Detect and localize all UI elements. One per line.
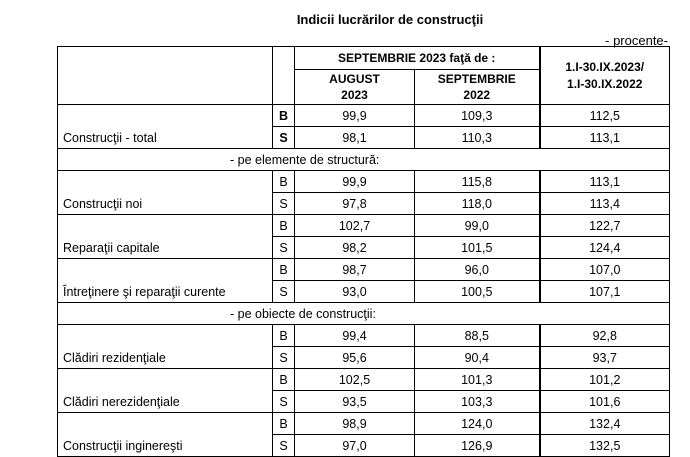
header-col2: SEPTEMBRIE 2022 bbox=[415, 70, 540, 105]
cell-value: 98,9 bbox=[295, 413, 415, 435]
construction-index-table bbox=[57, 46, 670, 457]
cell-value: 124,0 bbox=[415, 413, 540, 435]
cell-value: 102,5 bbox=[295, 369, 415, 391]
cell-value: 112,5 bbox=[540, 105, 670, 127]
table-row bbox=[58, 259, 670, 281]
cell-value: 118,0 bbox=[415, 193, 540, 215]
row-label: Construcţii noi bbox=[58, 171, 273, 215]
table-row bbox=[58, 105, 670, 127]
header-col3: 1.I-30.IX.2023/ 1.I-30.IX.2022 bbox=[540, 47, 670, 105]
cell-value: 113,4 bbox=[540, 193, 670, 215]
cell-value: 126,9 bbox=[415, 435, 540, 457]
cell-value: 98,1 bbox=[295, 127, 415, 149]
tag-s: S bbox=[273, 237, 295, 259]
cell-value: 107,0 bbox=[540, 259, 670, 281]
tag-s: S bbox=[273, 127, 295, 149]
cell-value: 101,5 bbox=[415, 237, 540, 259]
cell-value: 124,4 bbox=[540, 237, 670, 259]
tag-b: B bbox=[273, 259, 295, 281]
cell-value: 101,2 bbox=[540, 369, 670, 391]
cell-value: 101,3 bbox=[415, 369, 540, 391]
cell-value: 103,3 bbox=[415, 391, 540, 413]
cell-value: 96,0 bbox=[415, 259, 540, 281]
section-row bbox=[58, 303, 670, 325]
cell-value: 93,5 bbox=[295, 391, 415, 413]
tag-s: S bbox=[273, 391, 295, 413]
tag-b: B bbox=[273, 215, 295, 237]
header-empty-label bbox=[58, 47, 273, 105]
cell-value: 102,7 bbox=[295, 215, 415, 237]
table-row bbox=[58, 171, 670, 193]
table-row bbox=[58, 325, 670, 347]
table-title: Indicii lucrărilor de construcţii bbox=[296, 12, 484, 27]
cell-value: 110,3 bbox=[415, 127, 540, 149]
cell-value: 97,8 bbox=[295, 193, 415, 215]
table-row bbox=[58, 215, 670, 237]
header-col1: AUGUST 2023 bbox=[295, 70, 415, 105]
row-label: Clădiri nerezidenţiale bbox=[58, 369, 273, 413]
cell-value: 93,7 bbox=[540, 347, 670, 369]
cell-value: 95,6 bbox=[295, 347, 415, 369]
tag-b: B bbox=[273, 413, 295, 435]
tag-s: S bbox=[273, 193, 295, 215]
cell-value: 132,5 bbox=[540, 435, 670, 457]
cell-value: 101,6 bbox=[540, 391, 670, 413]
cell-value: 122,7 bbox=[540, 215, 670, 237]
cell-value: 99,0 bbox=[415, 215, 540, 237]
section-row bbox=[58, 149, 670, 171]
cell-value: 98,2 bbox=[295, 237, 415, 259]
tag-s: S bbox=[273, 347, 295, 369]
tag-b: B bbox=[273, 325, 295, 347]
cell-value: 93,0 bbox=[295, 281, 415, 303]
cell-value: 100,5 bbox=[415, 281, 540, 303]
cell-value: 113,1 bbox=[540, 127, 670, 149]
cell-value: 113,1 bbox=[540, 171, 670, 193]
section-structure: - pe elemente de structură: bbox=[58, 149, 670, 171]
cell-value: 92,8 bbox=[540, 325, 670, 347]
unit-label: - procente- bbox=[605, 33, 668, 48]
cell-value: 98,7 bbox=[295, 259, 415, 281]
cell-value: 132,4 bbox=[540, 413, 670, 435]
cell-value: 90,4 bbox=[415, 347, 540, 369]
row-label: Construcţii inginereşti bbox=[58, 413, 273, 457]
tag-s: S bbox=[273, 281, 295, 303]
cell-value: 88,5 bbox=[415, 325, 540, 347]
row-label: Reparaţii capitale bbox=[58, 215, 273, 259]
header-empty-tag bbox=[273, 47, 295, 105]
row-label-total: Construcţii - total bbox=[58, 105, 273, 149]
cell-value: 99,9 bbox=[295, 171, 415, 193]
tag-b: B bbox=[273, 369, 295, 391]
row-label: Întreţinere şi reparaţii curente bbox=[58, 259, 273, 303]
cell-value: 99,9 bbox=[295, 105, 415, 127]
header-group: SEPTEMBRIE 2023 faţă de : bbox=[295, 47, 540, 70]
table-row bbox=[58, 369, 670, 391]
tag-b: B bbox=[273, 105, 295, 127]
cell-value: 109,3 bbox=[415, 105, 540, 127]
cell-value: 99,4 bbox=[295, 325, 415, 347]
cell-value: 115,8 bbox=[415, 171, 540, 193]
tag-s: S bbox=[273, 435, 295, 457]
row-label: Clădiri rezidenţiale bbox=[58, 325, 273, 369]
tag-b: B bbox=[273, 171, 295, 193]
cell-value: 97,0 bbox=[295, 435, 415, 457]
table-row bbox=[58, 413, 670, 435]
cell-value: 107,1 bbox=[540, 281, 670, 303]
section-objects: - pe obiecte de construcţii: bbox=[58, 303, 670, 325]
